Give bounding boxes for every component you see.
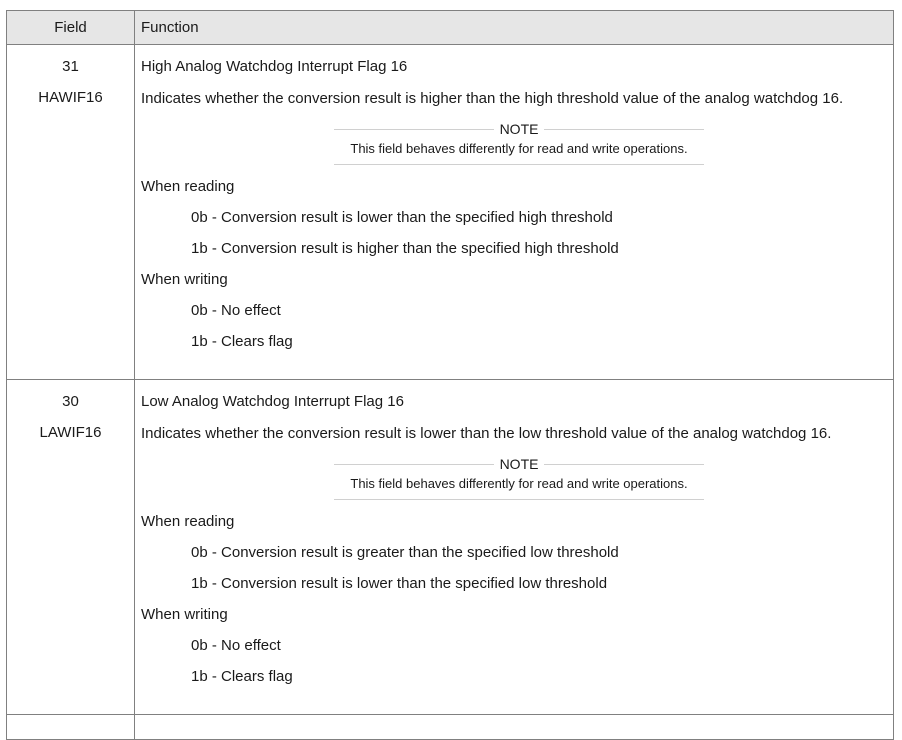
field-description: Indicates whether the conversion result is lower than the low threshold value of the analog watchdog 16.	[141, 425, 832, 442]
bit-number: 30	[62, 393, 79, 410]
writing-option: 1b - Clears flag	[191, 333, 293, 350]
bit-number: 31	[62, 58, 79, 75]
writing-option: 0b - No effect	[191, 302, 281, 319]
table-header-row	[7, 11, 894, 45]
field-cell	[7, 715, 135, 740]
when-reading-label: When reading	[141, 178, 235, 195]
note-label: NOTE	[499, 121, 539, 137]
field-cell	[7, 45, 135, 380]
field-description: Indicates whether the conversion result is higher than the high threshold value of the analog watchdog 16.	[141, 90, 844, 107]
field-acronym: HAWIF16	[38, 89, 103, 106]
note-rule-left	[334, 464, 494, 465]
note-rule-right	[544, 129, 704, 130]
function-column-header: Function	[135, 11, 894, 45]
reading-option: 1b - Conversion result is higher than the specified high threshold	[191, 240, 619, 257]
note-rule-right	[544, 464, 704, 465]
function-cell	[135, 715, 894, 740]
reading-option: 1b - Conversion result is lower than the specified low threshold	[191, 575, 608, 592]
field-acronym: LAWIF16	[39, 424, 102, 441]
field-cell	[7, 380, 135, 715]
when-reading-label: When reading	[141, 513, 235, 530]
field-column-header: Field	[7, 11, 135, 45]
note-text: This field behaves differently for read and write operations.	[350, 476, 688, 491]
function-cell	[135, 380, 894, 715]
function-cell	[135, 45, 894, 380]
note-rule-left	[334, 129, 494, 130]
table-row	[7, 45, 894, 380]
table-row	[7, 380, 894, 715]
register-field-table	[6, 10, 894, 740]
reading-option: 0b - Conversion result is lower than the specified high threshold	[191, 209, 613, 226]
writing-option: 0b - No effect	[191, 637, 281, 654]
note-label: NOTE	[499, 456, 539, 472]
field-title: Low Analog Watchdog Interrupt Flag 16	[141, 393, 404, 410]
field-title: High Analog Watchdog Interrupt Flag 16	[141, 58, 408, 75]
writing-option: 1b - Clears flag	[191, 668, 293, 685]
when-writing-label: When writing	[141, 606, 228, 623]
reading-option: 0b - Conversion result is greater than the specified low threshold	[191, 544, 619, 561]
when-writing-label: When writing	[141, 271, 228, 288]
note-box	[334, 456, 704, 500]
note-text: This field behaves differently for read and write operations.	[350, 141, 688, 156]
note-box	[334, 121, 704, 165]
table-row-partial	[7, 715, 894, 740]
